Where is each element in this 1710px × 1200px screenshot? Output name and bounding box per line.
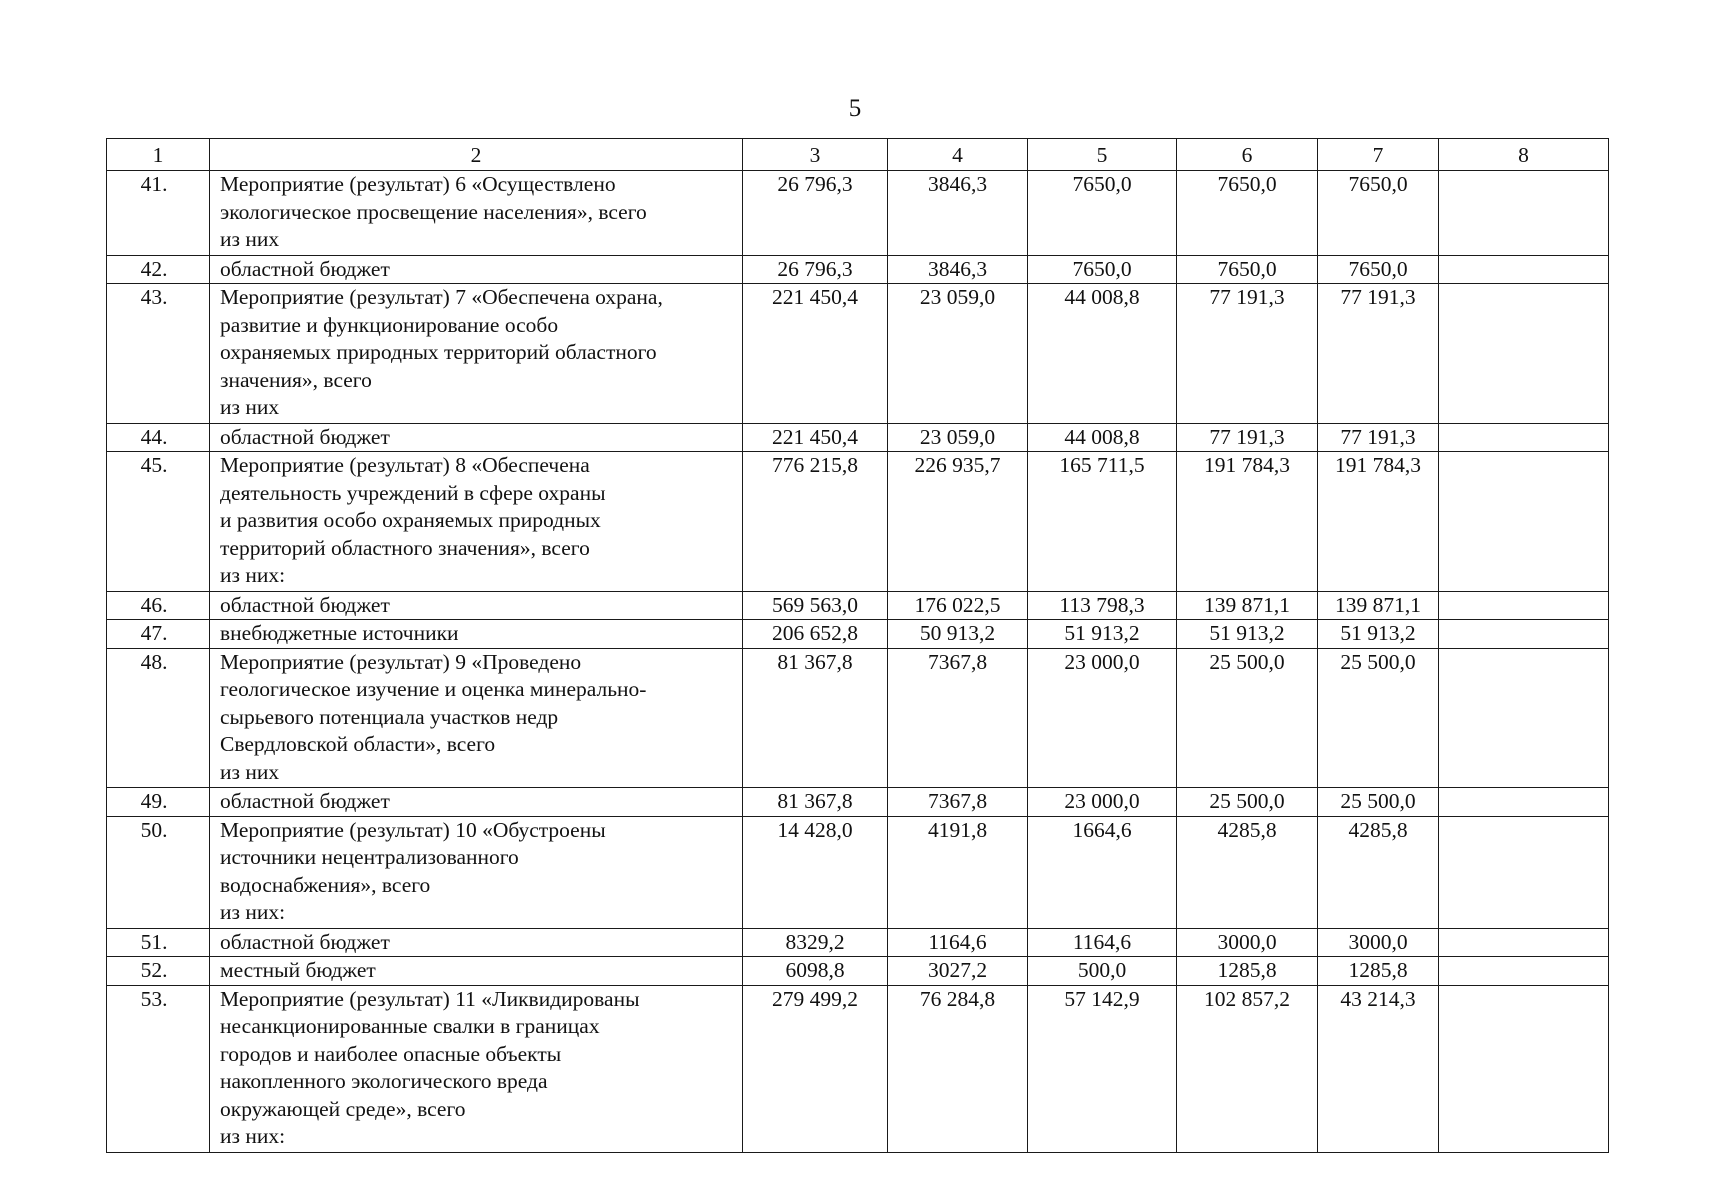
value-cell-c7: 51 913,2 — [1318, 620, 1439, 649]
value-cell-c8 — [1439, 591, 1609, 620]
value-cell-c4: 3846,3 — [888, 171, 1028, 256]
row-number: 46. — [107, 591, 210, 620]
value-cell-c5: 51 913,2 — [1028, 620, 1177, 649]
value-cell-c5: 165 711,5 — [1028, 452, 1177, 592]
value-cell-c4: 4191,8 — [888, 816, 1028, 928]
value-cell-c4: 50 913,2 — [888, 620, 1028, 649]
table-row — [107, 928, 1609, 957]
value-cell-c4: 76 284,8 — [888, 985, 1028, 1152]
row-number: 48. — [107, 648, 210, 788]
value-cell-c8 — [1439, 284, 1609, 424]
row-number: 50. — [107, 816, 210, 928]
row-description: Мероприятие (результат) 10 «Обустроены источники нецентрализованного водоснабжения», всего из них: — [210, 816, 743, 928]
page-number: 5 — [848, 95, 862, 122]
table-row — [107, 816, 1609, 928]
budget-table — [106, 138, 1609, 1153]
value-cell-c5: 44 008,8 — [1028, 423, 1177, 452]
value-cell-c3: 14 428,0 — [743, 816, 888, 928]
value-cell-c6: 4285,8 — [1177, 816, 1318, 928]
column-header: 5 — [1028, 139, 1177, 171]
value-cell-c7: 25 500,0 — [1318, 788, 1439, 817]
value-cell-c4: 1164,6 — [888, 928, 1028, 957]
value-cell-c5: 23 000,0 — [1028, 648, 1177, 788]
value-cell-c7: 7650,0 — [1318, 171, 1439, 256]
value-cell-c7: 191 784,3 — [1318, 452, 1439, 592]
row-description: областной бюджет — [210, 423, 743, 452]
table-row — [107, 957, 1609, 986]
value-cell-c3: 6098,8 — [743, 957, 888, 986]
value-cell-c8 — [1439, 788, 1609, 817]
value-cell-c5: 57 142,9 — [1028, 985, 1177, 1152]
value-cell-c5: 500,0 — [1028, 957, 1177, 986]
value-cell-c3: 279 499,2 — [743, 985, 888, 1152]
column-header: 4 — [888, 139, 1028, 171]
value-cell-c3: 206 652,8 — [743, 620, 888, 649]
value-cell-c8 — [1439, 620, 1609, 649]
row-description: местный бюджет — [210, 957, 743, 986]
value-cell-c6: 7650,0 — [1177, 255, 1318, 284]
value-cell-c6: 3000,0 — [1177, 928, 1318, 957]
value-cell-c8 — [1439, 648, 1609, 788]
value-cell-c6: 25 500,0 — [1177, 648, 1318, 788]
column-header: 7 — [1318, 139, 1439, 171]
row-description: областной бюджет — [210, 591, 743, 620]
value-cell-c8 — [1439, 255, 1609, 284]
table-row — [107, 284, 1609, 424]
value-cell-c5: 44 008,8 — [1028, 284, 1177, 424]
row-number: 44. — [107, 423, 210, 452]
value-cell-c7: 77 191,3 — [1318, 423, 1439, 452]
column-header: 3 — [743, 139, 888, 171]
column-header: 6 — [1177, 139, 1318, 171]
row-number: 52. — [107, 957, 210, 986]
value-cell-c6: 102 857,2 — [1177, 985, 1318, 1152]
value-cell-c6: 25 500,0 — [1177, 788, 1318, 817]
value-cell-c7: 25 500,0 — [1318, 648, 1439, 788]
row-number: 51. — [107, 928, 210, 957]
column-header: 2 — [210, 139, 743, 171]
value-cell-c5: 23 000,0 — [1028, 788, 1177, 817]
value-cell-c4: 23 059,0 — [888, 423, 1028, 452]
table-row — [107, 985, 1609, 1152]
row-number: 45. — [107, 452, 210, 592]
table-body — [107, 171, 1609, 1153]
value-cell-c3: 776 215,8 — [743, 452, 888, 592]
value-cell-c7: 77 191,3 — [1318, 284, 1439, 424]
table-row — [107, 171, 1609, 256]
value-cell-c3: 221 450,4 — [743, 284, 888, 424]
value-cell-c4: 3846,3 — [888, 255, 1028, 284]
value-cell-c5: 1664,6 — [1028, 816, 1177, 928]
value-cell-c6: 51 913,2 — [1177, 620, 1318, 649]
value-cell-c8 — [1439, 928, 1609, 957]
value-cell-c7: 7650,0 — [1318, 255, 1439, 284]
value-cell-c8 — [1439, 452, 1609, 592]
value-cell-c3: 81 367,8 — [743, 648, 888, 788]
value-cell-c4: 226 935,7 — [888, 452, 1028, 592]
value-cell-c6: 191 784,3 — [1177, 452, 1318, 592]
value-cell-c5: 113 798,3 — [1028, 591, 1177, 620]
value-cell-c3: 569 563,0 — [743, 591, 888, 620]
table-row — [107, 255, 1609, 284]
value-cell-c6: 139 871,1 — [1177, 591, 1318, 620]
value-cell-c6: 7650,0 — [1177, 171, 1318, 256]
row-number: 43. — [107, 284, 210, 424]
value-cell-c4: 23 059,0 — [888, 284, 1028, 424]
value-cell-c3: 81 367,8 — [743, 788, 888, 817]
row-description: Мероприятие (результат) 6 «Осуществлено экологическое просвещение населения», всего из них — [210, 171, 743, 256]
row-description: внебюджетные источники — [210, 620, 743, 649]
value-cell-c5: 7650,0 — [1028, 171, 1177, 256]
value-cell-c8 — [1439, 171, 1609, 256]
table-row — [107, 423, 1609, 452]
row-number: 41. — [107, 171, 210, 256]
table-row — [107, 591, 1609, 620]
value-cell-c4: 7367,8 — [888, 788, 1028, 817]
value-cell-c3: 26 796,3 — [743, 255, 888, 284]
row-description: Мероприятие (результат) 11 «Ликвидированы несанкционированные свалки в границах городов и наиболее опасные объекты накопленного экологического вреда окружающей среде», всего из них: — [210, 985, 743, 1152]
table-row — [107, 620, 1609, 649]
row-number: 42. — [107, 255, 210, 284]
row-description: областной бюджет — [210, 255, 743, 284]
row-number: 53. — [107, 985, 210, 1152]
value-cell-c8 — [1439, 816, 1609, 928]
column-header: 1 — [107, 139, 210, 171]
value-cell-c8 — [1439, 985, 1609, 1152]
table-row — [107, 648, 1609, 788]
value-cell-c8 — [1439, 957, 1609, 986]
row-description: Мероприятие (результат) 9 «Проведено геологическое изучение и оценка минерально- сырьевого потенциала участков недр Свердловской области», всего из них — [210, 648, 743, 788]
row-number: 47. — [107, 620, 210, 649]
value-cell-c3: 26 796,3 — [743, 171, 888, 256]
value-cell-c4: 7367,8 — [888, 648, 1028, 788]
table-header-row — [107, 139, 1609, 171]
value-cell-c7: 1285,8 — [1318, 957, 1439, 986]
value-cell-c7: 3000,0 — [1318, 928, 1439, 957]
value-cell-c5: 1164,6 — [1028, 928, 1177, 957]
column-header: 8 — [1439, 139, 1609, 171]
value-cell-c8 — [1439, 423, 1609, 452]
value-cell-c6: 77 191,3 — [1177, 284, 1318, 424]
value-cell-c3: 221 450,4 — [743, 423, 888, 452]
value-cell-c6: 1285,8 — [1177, 957, 1318, 986]
row-description: областной бюджет — [210, 928, 743, 957]
value-cell-c6: 77 191,3 — [1177, 423, 1318, 452]
row-number: 49. — [107, 788, 210, 817]
value-cell-c7: 139 871,1 — [1318, 591, 1439, 620]
value-cell-c3: 8329,2 — [743, 928, 888, 957]
row-description: Мероприятие (результат) 7 «Обеспечена охрана, развитие и функционирование особо охраняемых природных территорий областного значения», всего из них — [210, 284, 743, 424]
table-row — [107, 788, 1609, 817]
value-cell-c7: 43 214,3 — [1318, 985, 1439, 1152]
row-description: областной бюджет — [210, 788, 743, 817]
value-cell-c4: 3027,2 — [888, 957, 1028, 986]
value-cell-c4: 176 022,5 — [888, 591, 1028, 620]
row-description: Мероприятие (результат) 8 «Обеспечена деятельность учреждений в сфере охраны и развития особо охраняемых природных территорий областного значения», всего из них: — [210, 452, 743, 592]
value-cell-c7: 4285,8 — [1318, 816, 1439, 928]
value-cell-c5: 7650,0 — [1028, 255, 1177, 284]
table-row — [107, 452, 1609, 592]
